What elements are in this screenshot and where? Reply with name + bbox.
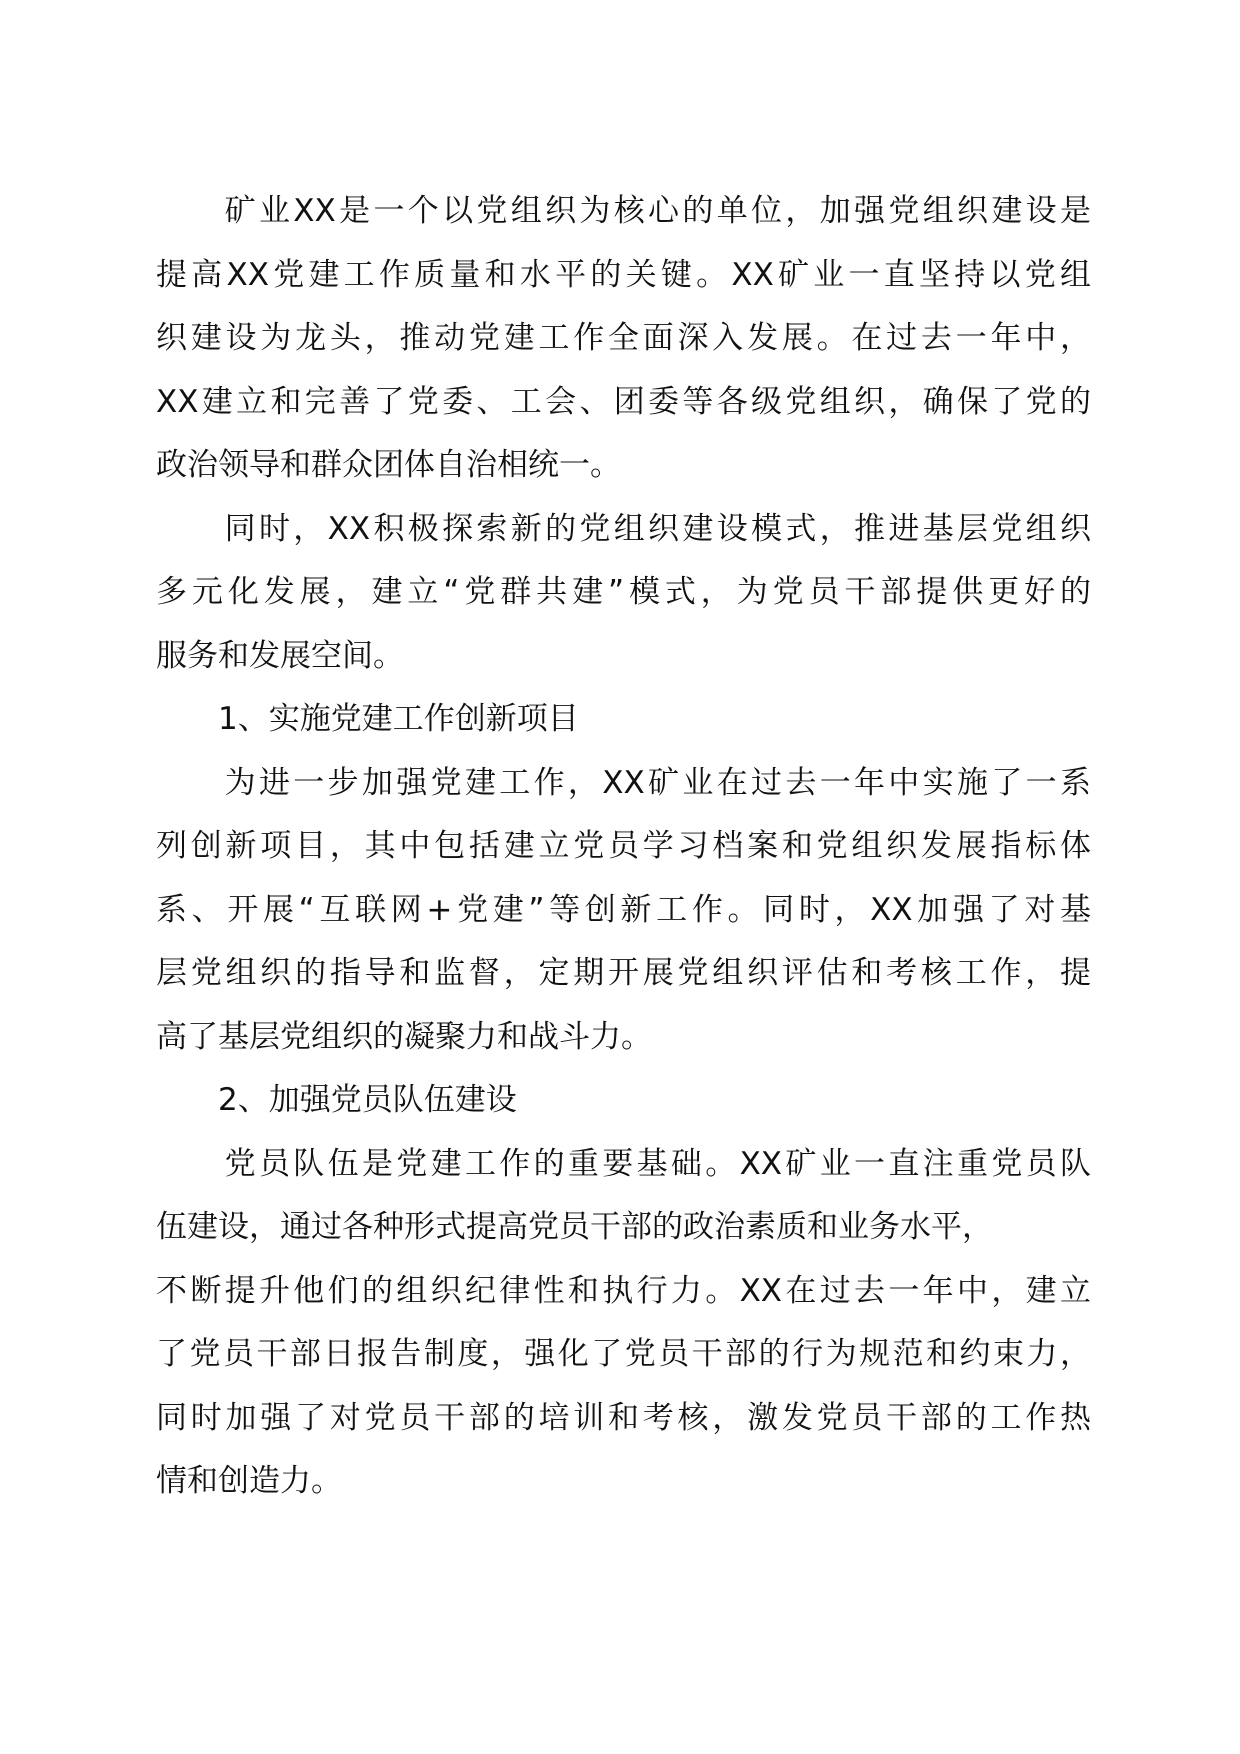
text-line: 不断提升他们的组织纪律性和执行力。XX在过去一年中，建立: [156, 1272, 1091, 1309]
text-line: 多元化发展，建立“党群共建”模式，为党员干部提供更好的: [156, 574, 1091, 610]
text-line: 矿业XX是一个以党组织为核心的单位，加强党组织建设是: [156, 193, 1091, 229]
text-line: 系、开展“互联网+党建”等创新工作。同时，XX加强了对基: [156, 891, 1091, 928]
text-line: 同时，XX积极探索新的党组织建设模式，推进基层党组织: [156, 510, 1091, 547]
text-line: 1、实施党建工作创新项目: [156, 701, 579, 737]
text-line: 层党组织的指导和监督，定期开展党组织评估和考核工作，提: [156, 955, 1091, 991]
text-line: 列创新项目，其中包括建立党员学习档案和党组织发展指标体: [156, 828, 1091, 864]
text-line: 党员队伍是党建工作的重要基础。XX矿业一直注重党员队: [156, 1145, 1091, 1182]
document-body: [156, 180, 1091, 1514]
text-line: XX建立和完善了党委、工会、团委等各级党组织，确保了党的: [156, 383, 1091, 420]
text-line: 伍建设，通过各种形式提高党员干部的政治素质和业务水平，: [156, 1209, 993, 1245]
text-line: 为进一步加强党建工作，XX矿业在过去一年中实施了一系: [156, 764, 1091, 801]
text-line: 了党员干部日报告制度，强化了党员干部的行为规范和约束力，: [156, 1336, 1091, 1372]
text-line: 服务和发展空间。: [156, 637, 404, 674]
text-line: 高了基层党组织的凝聚力和战斗力。: [156, 1018, 652, 1055]
text-line: 政治领导和群众团体自治相统一。: [156, 447, 621, 483]
text-line: 2、加强党员队伍建设: [156, 1082, 517, 1118]
text-line: 同时加强了对党员干部的培训和考核，激发党员干部的工作热: [156, 1399, 1091, 1436]
text-line: 织建设为龙头，推动党建工作全面深入发展。在过去一年中，: [156, 320, 1091, 356]
text-line: 提高XX党建工作质量和水平的关键。XX矿业一直坚持以党组: [156, 256, 1091, 293]
text-line: 情和创造力。: [156, 1463, 342, 1499]
